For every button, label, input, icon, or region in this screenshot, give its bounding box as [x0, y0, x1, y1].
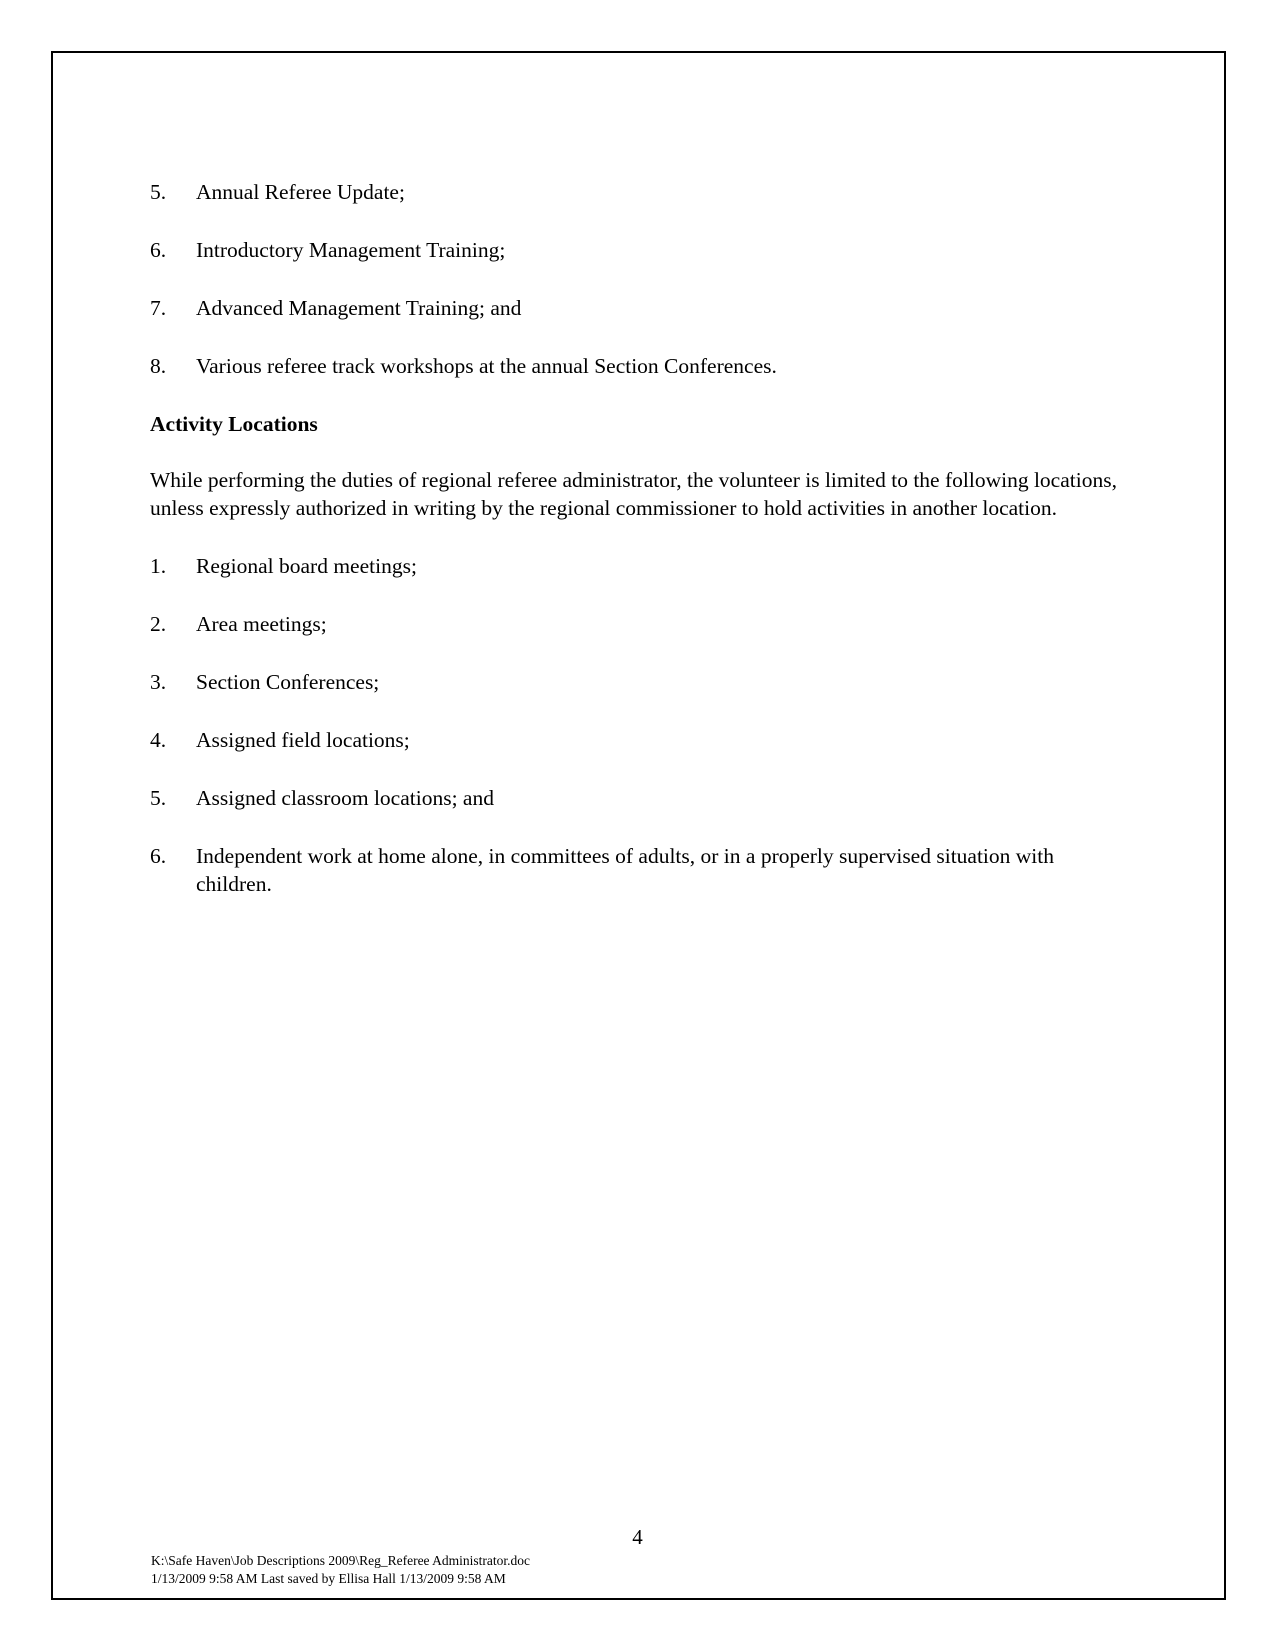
list-text: Independent work at home alone, in committees of adults, or in a properly supervised situation with children. — [196, 844, 1055, 896]
list-item — [150, 668, 1130, 696]
list-item — [150, 294, 1130, 322]
list-number: 5. — [150, 180, 167, 204]
list-item — [150, 726, 1130, 754]
list-item — [150, 784, 1130, 812]
list-text: Various referee track workshops at the annual Section Conferences. — [196, 354, 777, 378]
list-text: Advanced Management Training; and — [196, 296, 522, 320]
list-number: 1. — [150, 554, 167, 578]
training-list — [150, 178, 1130, 380]
list-item — [150, 352, 1130, 380]
list-number: 8. — [150, 354, 167, 378]
page-number: 4 — [632, 1525, 643, 1549]
section-paragraph: While performing the duties of regional referee administrator, the volunteer is limited to the following locations, unless expressly authorized in writing by the regional commissioner to hold activities in another location. — [150, 468, 1117, 520]
list-number: 3. — [150, 670, 167, 694]
footer-file-path: K:\Safe Haven\Job Descriptions 2009\Reg_Referee Administrator.doc — [151, 1553, 531, 1568]
list-text: Section Conferences; — [196, 670, 380, 694]
list-text: Assigned classroom locations; and — [196, 786, 494, 810]
list-number: 4. — [150, 728, 167, 752]
locations-list — [150, 552, 1130, 898]
list-number: 2. — [150, 612, 167, 636]
document-body — [150, 178, 1130, 928]
list-text: Assigned field locations; — [196, 728, 410, 752]
list-text: Introductory Management Training; — [196, 238, 506, 262]
list-item — [150, 842, 1130, 898]
list-number: 7. — [150, 296, 167, 320]
list-item — [150, 178, 1130, 206]
footer — [151, 1552, 530, 1588]
list-item — [150, 552, 1130, 580]
list-number: 5. — [150, 786, 167, 810]
list-item — [150, 610, 1130, 638]
list-item — [150, 236, 1130, 264]
list-number: 6. — [150, 844, 167, 868]
list-text: Area meetings; — [196, 612, 327, 636]
list-number: 6. — [150, 238, 167, 262]
footer-saved-info: 1/13/2009 9:58 AM Last saved by Ellisa Hall 1/13/2009 9:58 AM — [151, 1571, 506, 1586]
list-text: Annual Referee Update; — [196, 180, 405, 204]
list-text: Regional board meetings; — [196, 554, 417, 578]
section-heading: Activity Locations — [150, 412, 318, 436]
